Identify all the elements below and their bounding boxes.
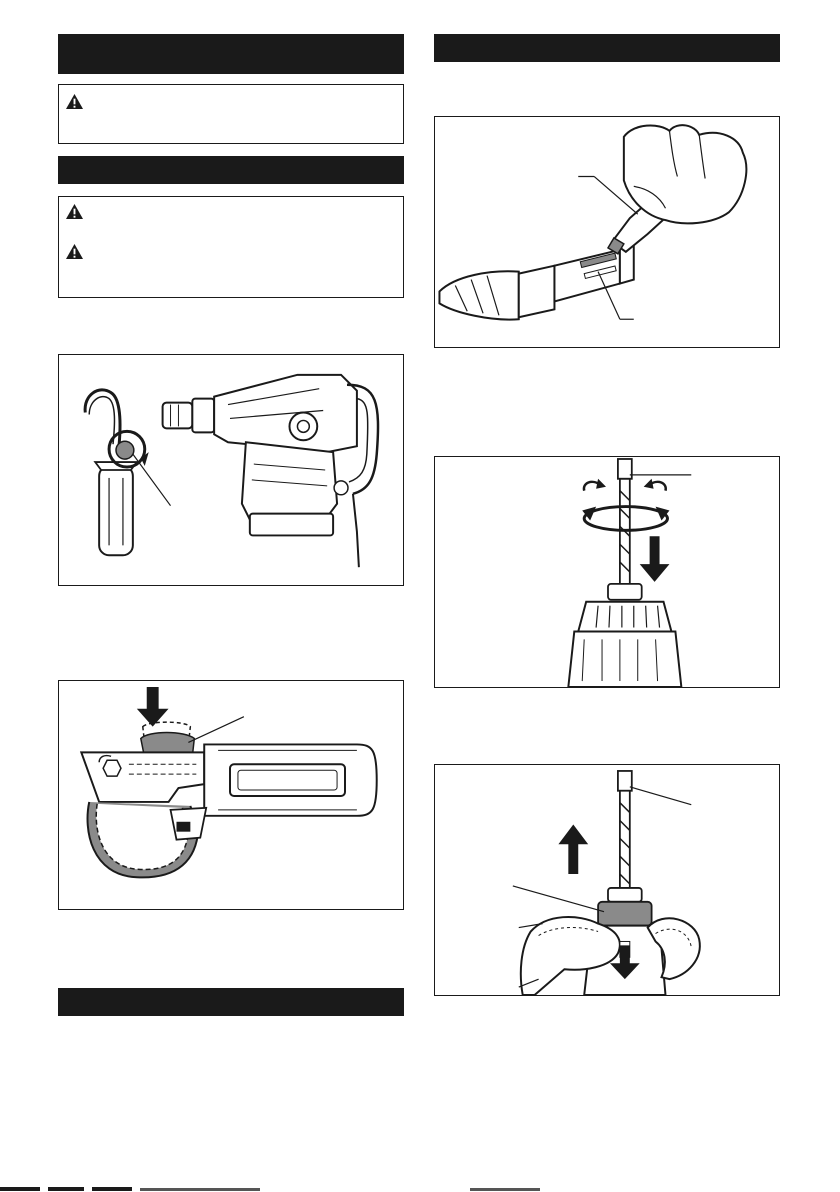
warning-icon [65, 243, 84, 260]
section-header-bar-3 [58, 988, 404, 1016]
section-header-bar-1 [58, 34, 404, 74]
figure-side-grip-and-hammer [58, 354, 404, 586]
side-grip-clamp-illustration [59, 681, 403, 909]
rotary-hammer-illustration [59, 355, 403, 585]
warning-icon [65, 93, 84, 110]
warning-icon [65, 203, 84, 220]
section-header-bar-2 [58, 156, 404, 184]
figure-insert-bit [434, 456, 780, 688]
cut-off-footer-text [0, 1186, 840, 1192]
figure-grease-bit-shank [434, 116, 780, 348]
figure-remove-bit [434, 764, 780, 996]
caution-box-2 [58, 196, 404, 298]
caution-box-1 [58, 84, 404, 144]
grease-bit-illustration [435, 117, 779, 347]
insert-bit-illustration [435, 457, 779, 687]
section-header-bar-4 [434, 34, 780, 62]
figure-side-grip-clamp [58, 680, 404, 910]
remove-bit-illustration [435, 765, 779, 995]
